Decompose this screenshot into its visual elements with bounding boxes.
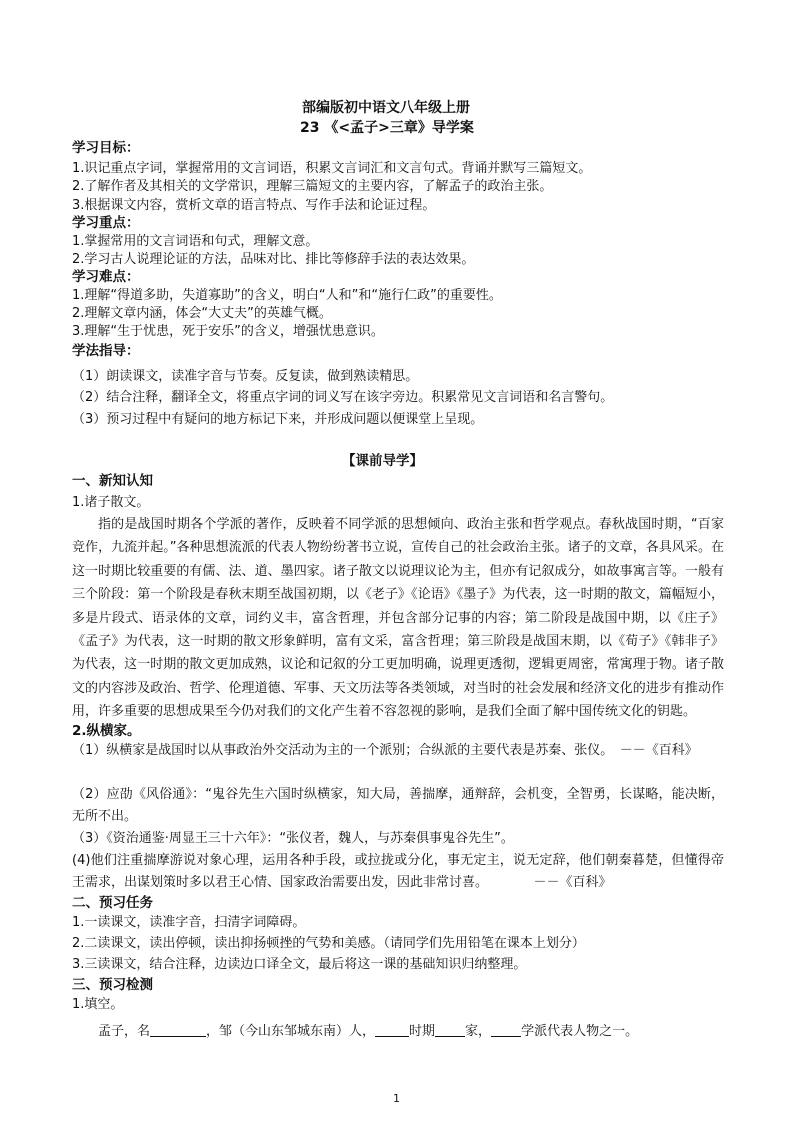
difficulty-item: 2.理解文章内涵，体会“大丈夫”的英雄气概。 <box>72 306 332 321</box>
part3-heading: 三、预习检测 <box>72 977 153 993</box>
task-item: 2.二读课文，读出停顿，读出抑扬顿挫的气势和美感。（请同学们先用铅笔在课本上划分） <box>72 936 585 951</box>
goal-item: 3.根据课文内容，赏析文章的语言特点、写作手法和论证过程。 <box>72 198 436 213</box>
fill-blank-role[interactable] <box>435 1022 465 1037</box>
goals-heading: 学习目标： <box>72 140 140 156</box>
fill-blank-school[interactable] <box>491 1022 521 1037</box>
zongheng-item: (4)他们注重揣摩游说对象心理，运用各种手段，或拉拢或分化，事无定主，说无定辞，他们朝秦暮楚，但懂得帝王需求，出谋划策时多以君王心情、国家政治需要出发，因此非常讨喜。 －－《百科》 <box>72 853 724 890</box>
zhuzi-sanwen-paragraph: 指的是战国时期各个学派的著作，反映着不同学派的思想倾向、政治主张和哲学观点。春秋战国时期，“百家竞作，九流并起。”各种思想流派的代表人物纷纷著书立说，宣传自己的社会政治主张。诸子的文章，各具风采。在这一时期比较重要的有儒、法、道、墨四家。诸子散文以说理议论为主，但亦有记叙成分，如故事寓言等。一般有三个阶段：第一个阶段是春秋末期至战国初期，以《老子》《论语》《墨子》为代表，这一时期的散文，篇幅短小，多是片段式、语录体的文章，词约义丰，富含哲理，并包含部分记事的内容；第二阶段是战国中期，以《庄子》《孟子》为代表，这一时期的散文形象鲜明，富有文采，富含哲理；第三阶段是战国末期，以《荀子》《韩非子》为代表，这一时期的散文更加成熟，议论和记叙的分工更加明确，说理更透彻，逻辑更周密，常寓理于物。诸子散文的内容涉及政治、哲学、伦理道德、军事、天文历法等各类领域，对当时的社会发展和经济文化的进步有推动作用，许多重要的思想成果至今仍对我们的文化产生着不容忽视的影响，是我们全面了解中国传统文化的钥匙。 <box>72 517 724 720</box>
part3-sub-title: 1.填空。 <box>72 997 124 1012</box>
part1-heading: 一、新知认知 <box>72 473 153 489</box>
difficulties-heading: 学习难点： <box>72 269 140 285</box>
difficulty-item: 3.理解“生于忧患，死于安乐”的含义，增强忧患意识。 <box>72 324 384 339</box>
fill-text: 学派代表人物之一。 <box>521 1024 639 1039</box>
task-item: 3.三读课文，结合注释，边读边口译全文，最后将这一课的基础知识归纳整理。 <box>72 957 527 972</box>
part1-sub1-title: 1.诸子散文。 <box>72 495 150 510</box>
zongheng-item: （2）应劭《风俗通》：“鬼谷先生六国时纵横家，知大局，善揣摩，通辩辞，会机变，全智勇，长谋略，能决断，无所不出。 <box>72 787 724 824</box>
zongheng-item: （3）《资治通鉴·周显王三十六年》：“张仪者，魏人，与苏秦俱事鬼谷先生”。 <box>72 831 514 846</box>
method-item: （2）结合注释，翻译全文，将重点字词的词义写在该字旁边。积累常见文言词语和名言警句。 <box>72 390 614 405</box>
part2-heading: 二、预习任务 <box>72 895 153 911</box>
doc-subtitle: 23 《<孟子>三章》导学案 <box>300 120 474 136</box>
methods-heading: 学法指导： <box>72 343 140 359</box>
section-title: 【课前导学】 <box>342 453 423 469</box>
task-item: 1.一读课文，读准字音，扫清字词障碍。 <box>72 915 306 930</box>
fill-text: 家， <box>465 1024 492 1039</box>
key-point-item: 1.掌握常用的文言词语和句式，理解文意。 <box>72 234 319 249</box>
zongheng-item: （1）纵横家是战国时以从事政治外交活动为主的一个派别；合纵派的主要代表是苏秦、张仪。 －－《百科》 <box>72 743 698 758</box>
fill-blank-era[interactable] <box>375 1022 409 1037</box>
goal-item: 2.了解作者及其相关的文学常识，理解三篇短文的主要内容，了解孟子的政治主张。 <box>72 179 553 194</box>
doc-title: 部编版初中语文八年级上册 <box>302 100 470 116</box>
difficulty-item: 1.理解“得道多助，失道寡助”的含义，明白“人和”和“施行仁政”的重要性。 <box>72 288 502 303</box>
goal-item: 1.识记重点字词，掌握常用的文言词语，积累文言词汇和文言句式。背诵并默写三篇短文。 <box>72 161 592 176</box>
fill-blank-name[interactable] <box>150 1022 206 1037</box>
fill-text: ，邹（今山东邹城东南）人， <box>206 1024 376 1039</box>
part1-sub2-title: 2.纵横家。 <box>72 723 141 739</box>
fill-text: 时期 <box>409 1024 436 1039</box>
fill-in-line <box>98 1022 638 1041</box>
method-item: （1）朗读课文，读准字音与节奏。反复读，做到熟读精思。 <box>72 369 419 384</box>
method-item: （3）预习过程中有疑问的地方标记下来，并形成问题以便课堂上呈现。 <box>72 412 484 427</box>
key-points-heading: 学习重点： <box>72 215 140 231</box>
key-point-item: 2.学习古人说理论证的方法，品味对比、排比等修辞手法的表达效果。 <box>72 252 475 267</box>
page-number: 1 <box>393 1092 400 1105</box>
fill-text: 孟子，名 <box>98 1024 151 1039</box>
